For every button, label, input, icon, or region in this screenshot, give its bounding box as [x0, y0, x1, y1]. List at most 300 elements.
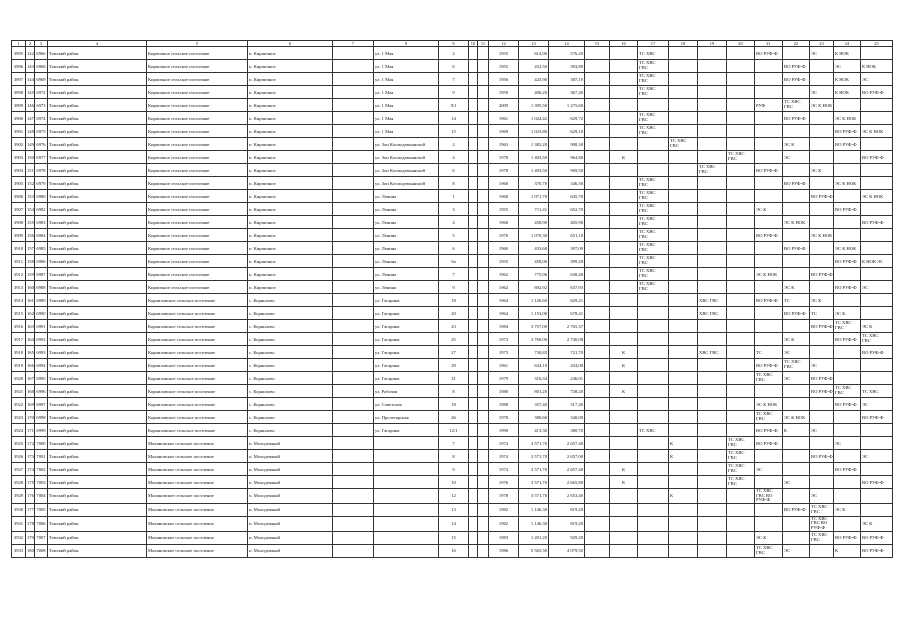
table-cell: Томский район: [48, 411, 147, 424]
table-cell: [374, 544, 439, 557]
table-cell: [638, 476, 669, 489]
table-cell: ВО РУФ-Ф: [810, 268, 834, 281]
table-cell: [698, 463, 727, 476]
table-cell: [333, 138, 374, 151]
table-cell: [810, 463, 834, 476]
table-cell: [698, 177, 727, 190]
table-cell: [469, 476, 478, 489]
table-cell: [669, 346, 698, 359]
table-cell: 393,80: [549, 60, 585, 73]
column-number: 15: [585, 41, 610, 47]
table-cell: [585, 424, 610, 437]
table-cell: ТС ХВС ГВС: [638, 216, 669, 229]
table-cell: ЭС К: [810, 294, 834, 307]
table-cell: [727, 424, 755, 437]
table-cell: 175: [26, 476, 35, 489]
table-cell: 3: [439, 203, 469, 216]
table-cell: 405,90: [549, 216, 585, 229]
table-cell: ВО РУФ-Ф: [755, 424, 783, 437]
table-cell: 1990: [489, 424, 519, 437]
table-cell: 2 653,40: [549, 489, 585, 504]
table-cell: 1 146,30: [519, 503, 549, 516]
table-cell: 1961: [489, 359, 519, 372]
table-cell: 6998: [35, 411, 48, 424]
table-cell: [478, 346, 489, 359]
table-cell: 18: [439, 398, 469, 411]
table-cell: [585, 385, 610, 398]
table-cell: 146: [26, 99, 35, 112]
table-cell: Томский район: [48, 503, 147, 516]
table-cell: ВО РУФ-Ф: [810, 320, 834, 333]
table-cell: Кирпичное сельское поселение: [147, 125, 248, 138]
table-cell: 9: [439, 463, 469, 476]
table-cell: 164: [26, 333, 35, 346]
table-cell: 316,34: [519, 372, 549, 385]
table-cell: [585, 99, 610, 112]
table-cell: ВО РУФ-Ф: [783, 177, 810, 190]
table-cell: [638, 333, 669, 346]
table-cell: [698, 138, 727, 151]
table-cell: 14: [439, 516, 469, 531]
table-cell: 1 146,30: [519, 516, 549, 531]
table-cell: 6973: [35, 99, 48, 112]
column-number: 3: [35, 41, 48, 47]
table-cell: Томский район: [48, 86, 147, 99]
table-cell: 1976: [489, 476, 519, 489]
table-cell: 3 571,70: [519, 463, 549, 476]
table-cell: К НОК ЭС: [861, 255, 893, 268]
table-cell: [469, 73, 478, 86]
table-cell: 1964: [489, 307, 519, 320]
table-cell: [610, 255, 638, 268]
table-cell: п. Молодежный: [248, 476, 333, 489]
table-row: [12, 398, 893, 411]
table-cell: 3910: [12, 242, 26, 255]
table-cell: 3899: [12, 99, 26, 112]
table-cell: [638, 489, 669, 504]
table-cell: ул. Ленина: [374, 268, 439, 281]
table-cell: 576,20: [549, 47, 585, 60]
table-cell: ЭС К НОК: [755, 268, 783, 281]
table-cell: 162: [26, 307, 35, 320]
table-cell: п. Кирпичное: [248, 164, 333, 177]
table-cell: [755, 307, 783, 320]
table-cell: [669, 268, 698, 281]
table-cell: [469, 411, 478, 424]
table-cell: ВО РУФ-Ф: [861, 216, 893, 229]
table-cell: ЭС К НОК: [834, 177, 861, 190]
table-cell: [585, 138, 610, 151]
table-cell: [810, 242, 834, 255]
table-cell: [478, 359, 489, 372]
table-cell: [333, 503, 374, 516]
table-row: [12, 112, 893, 125]
table-cell: [783, 47, 810, 60]
table-cell: 7003: [35, 476, 48, 489]
table-cell: ВО РУФ-Ф: [783, 73, 810, 86]
table-cell: ул. Зои Космодемьянской: [374, 177, 439, 190]
table-cell: [727, 177, 755, 190]
table-cell: 163: [26, 320, 35, 333]
table-cell: [861, 203, 893, 216]
table-cell: ТС ХВС ГВС: [669, 138, 698, 151]
table-cell: 174: [26, 463, 35, 476]
table-cell: [638, 307, 669, 320]
table-cell: [783, 86, 810, 99]
table-cell: 1973: [489, 333, 519, 346]
table-cell: 3909: [12, 229, 26, 242]
table-cell: ТС ХВС ГВС: [727, 476, 755, 489]
table-cell: 3917: [12, 333, 26, 346]
table-cell: 1963: [489, 138, 519, 151]
table-cell: Томский район: [48, 138, 147, 151]
table-cell: 399,28: [549, 255, 585, 268]
table-cell: [810, 60, 834, 73]
table-cell: [478, 60, 489, 73]
table-cell: [727, 320, 755, 333]
table-cell: ул. Рабочая: [374, 385, 439, 398]
table-row: [12, 164, 893, 177]
table-cell: с. Корнилово: [248, 411, 333, 424]
table-cell: ВО РУФ-Ф: [755, 47, 783, 60]
table-cell: 8: [439, 177, 469, 190]
table-cell: [374, 450, 439, 463]
table-cell: 6972: [35, 86, 48, 99]
table-cell: Томский район: [48, 489, 147, 504]
table-cell: [478, 151, 489, 164]
table-cell: [755, 112, 783, 125]
table-cell: 458,90: [519, 216, 549, 229]
table-cell: [861, 489, 893, 504]
table-cell: [478, 190, 489, 203]
table-cell: [585, 516, 610, 531]
table-cell: 6996: [35, 385, 48, 398]
table-cell: [333, 424, 374, 437]
table-cell: 1964: [489, 294, 519, 307]
table-cell: ВО РУФ-Ф: [810, 190, 834, 203]
table-cell: 7006: [35, 516, 48, 531]
table-cell: с. Корнилово: [248, 398, 333, 411]
table-cell: 15: [439, 531, 469, 544]
table-cell: [727, 544, 755, 557]
table-cell: [585, 164, 610, 177]
table-cell: 1960: [489, 177, 519, 190]
table-cell: 177: [26, 503, 35, 516]
table-cell: [727, 216, 755, 229]
table-cell: п. Кирпичное: [248, 281, 333, 294]
table-cell: 7004: [35, 489, 48, 504]
table-cell: 1955: [489, 255, 519, 268]
table-cell: ЭС К: [755, 531, 783, 544]
table-cell: 10: [439, 476, 469, 489]
table-cell: [727, 398, 755, 411]
table-cell: [834, 516, 861, 531]
table-cell: [638, 463, 669, 476]
table-cell: ВО РУФ-Ф: [755, 359, 783, 372]
table-row: [12, 281, 893, 294]
table-cell: п. Кирпичное: [248, 203, 333, 216]
table-cell: [810, 73, 834, 86]
table-row: [12, 125, 893, 138]
table-cell: 730,83: [519, 346, 549, 359]
table-cell: 6997: [35, 398, 48, 411]
table-cell: 6: [439, 60, 469, 73]
table-cell: 6983: [35, 216, 48, 229]
table-cell: 458,00: [519, 255, 549, 268]
table-cell: [478, 112, 489, 125]
table-cell: [333, 190, 374, 203]
table-cell: [638, 294, 669, 307]
table-cell: [755, 190, 783, 203]
table-cell: [698, 333, 727, 346]
table-cell: ТС ХВС ГВС: [861, 333, 893, 346]
table-cell: [610, 544, 638, 557]
table-cell: п. Молодежный: [248, 531, 333, 544]
table-cell: Малиновское сельское поселение: [147, 463, 248, 476]
table-cell: ул. Пролетарская: [374, 411, 439, 424]
table-cell: [610, 242, 638, 255]
table-cell: ТС ХВС ГВС: [638, 203, 669, 216]
table-cell: [783, 385, 810, 398]
table-cell: ВО РУФ-Ф: [861, 411, 893, 424]
table-cell: [638, 411, 669, 424]
table-cell: 1978: [489, 411, 519, 424]
table-cell: Томский район: [48, 307, 147, 320]
table-cell: [374, 437, 439, 450]
table-cell: 9: [439, 86, 469, 99]
table-cell: [861, 424, 893, 437]
table-cell: ВО РУФ-Ф: [834, 333, 861, 346]
table-cell: 6989: [35, 294, 48, 307]
table-cell: [469, 138, 478, 151]
table-cell: п. Молодежный: [248, 463, 333, 476]
table-cell: [698, 86, 727, 99]
table-cell: 801,20: [519, 385, 549, 398]
table-cell: [669, 203, 698, 216]
table-cell: ул. 1 Мая: [374, 125, 439, 138]
table-cell: 6978: [35, 164, 48, 177]
table-cell: ТС ХВС ГВС: [810, 531, 834, 544]
table-cell: [755, 281, 783, 294]
table-cell: 9/1: [439, 99, 469, 112]
table-cell: [469, 424, 478, 437]
table-cell: с. Корнилово: [248, 333, 333, 346]
table-cell: [783, 516, 810, 531]
table-cell: 5: [439, 229, 469, 242]
table-cell: Корниловское сельское поселение: [147, 385, 248, 398]
table-cell: 2 740,08: [549, 333, 585, 346]
table-cell: Томский район: [48, 398, 147, 411]
table-cell: [610, 203, 638, 216]
table-cell: ул. 1 Мая: [374, 99, 439, 112]
table-cell: Томский район: [48, 346, 147, 359]
table-cell: ТС ХВС ГВС ВО РУФ-Ф: [755, 489, 783, 504]
table-cell: ЭС К НОК: [810, 99, 834, 112]
table-cell: ТС ХВС: [638, 47, 669, 60]
table-cell: [669, 411, 698, 424]
table-cell: [610, 516, 638, 531]
table-cell: 6979: [35, 177, 48, 190]
table-cell: ТС ХВС ГВС ВО РУФ-Ф: [810, 516, 834, 531]
table-cell: 6999: [35, 424, 48, 437]
table-cell: 1974: [489, 463, 519, 476]
table-cell: ЭС: [755, 463, 783, 476]
table-cell: [610, 99, 638, 112]
table-cell: [669, 86, 698, 99]
table-cell: [698, 229, 727, 242]
table-cell: [698, 216, 727, 229]
table-cell: 3897: [12, 73, 26, 86]
table-cell: [478, 216, 489, 229]
table-cell: [478, 531, 489, 544]
table-cell: ТС ХВС ГВС: [698, 164, 727, 177]
table-cell: п. Кирпичное: [248, 151, 333, 164]
table-cell: 1 024,42: [519, 112, 549, 125]
table-cell: 171: [26, 424, 35, 437]
table-cell: ВО РУФ-Ф: [834, 203, 861, 216]
table-cell: [610, 372, 638, 385]
table-cell: п. Кирпичное: [248, 86, 333, 99]
table-cell: [698, 398, 727, 411]
column-number: 18: [669, 41, 698, 47]
table-cell: [469, 503, 478, 516]
table-cell: 1978: [489, 164, 519, 177]
table-cell: 16: [439, 544, 469, 557]
table-cell: 173: [26, 450, 35, 463]
table-cell: ул. Гагарина: [374, 424, 439, 437]
table-cell: [585, 476, 610, 489]
table-cell: 6966: [35, 47, 48, 60]
column-number: 2: [26, 41, 35, 47]
table-cell: 3924: [12, 424, 26, 437]
column-number: 10: [469, 41, 478, 47]
table-cell: [698, 60, 727, 73]
table-cell: [669, 398, 698, 411]
table-cell: ул. Советская: [374, 398, 439, 411]
table-cell: 1 023,80: [519, 125, 549, 138]
table-cell: 6975: [35, 125, 48, 138]
table-cell: [755, 385, 783, 398]
table-cell: [333, 47, 374, 60]
table-cell: ТС ХВС ГВС: [638, 86, 669, 99]
table-cell: [669, 424, 698, 437]
table-cell: 964,80: [549, 151, 585, 164]
table-cell: [669, 177, 698, 190]
table-cell: [669, 516, 698, 531]
table-cell: ЭС К НОК: [861, 190, 893, 203]
table-cell: [333, 385, 374, 398]
table-cell: 3911: [12, 255, 26, 268]
table-cell: п. Кирпичное: [248, 216, 333, 229]
table-cell: 6984: [35, 229, 48, 242]
table-cell: [585, 463, 610, 476]
table-row: [12, 86, 893, 99]
table-cell: 6976: [35, 138, 48, 151]
table-cell: 1983: [489, 531, 519, 544]
column-number: 20: [727, 41, 755, 47]
table-cell: [698, 190, 727, 203]
table-cell: 7000: [35, 437, 48, 450]
table-cell: Малиновское сельское поселение: [147, 516, 248, 531]
table-cell: 3 571,70: [519, 489, 549, 504]
table-cell: [610, 268, 638, 281]
table-cell: [478, 516, 489, 531]
table-cell: Корниловское сельское поселение: [147, 333, 248, 346]
table-cell: [727, 333, 755, 346]
table-cell: К НОК: [834, 86, 861, 99]
table-cell: Томский район: [48, 516, 147, 531]
table-cell: 908,30: [549, 138, 585, 151]
table-cell: [374, 476, 439, 489]
table-cell: [478, 164, 489, 177]
table-cell: [469, 463, 478, 476]
column-number: 9: [439, 41, 469, 47]
table-cell: ЭС: [783, 476, 810, 489]
table-row: [12, 503, 893, 516]
table-cell: Томский район: [48, 531, 147, 544]
column-number: 21: [755, 41, 783, 47]
table-cell: ТС ХВС ГВС: [638, 60, 669, 73]
table-cell: [810, 255, 834, 268]
table-cell: [669, 125, 698, 138]
table-cell: [478, 268, 489, 281]
table-cell: [834, 372, 861, 385]
table-cell: с. Корнилово: [248, 320, 333, 333]
table-cell: [585, 151, 610, 164]
table-cell: [755, 86, 783, 99]
table-cell: Кирпичное сельское поселение: [147, 216, 248, 229]
table-cell: 1960: [489, 242, 519, 255]
table-cell: п. Молодежный: [248, 544, 333, 557]
table-cell: 3912: [12, 268, 26, 281]
table-cell: [333, 203, 374, 216]
table-cell: 380,60: [519, 411, 549, 424]
table-cell: [861, 99, 893, 112]
table-cell: [610, 138, 638, 151]
table-cell: 397,09: [549, 242, 585, 255]
table-cell: [585, 450, 610, 463]
table-cell: [810, 112, 834, 125]
table-cell: [834, 229, 861, 242]
table-cell: ЭС К: [834, 503, 861, 516]
table-cell: 20: [439, 307, 469, 320]
table-cell: 8: [439, 450, 469, 463]
table-cell: [727, 372, 755, 385]
table-cell: 3 760,00: [519, 333, 549, 346]
table-cell: [783, 489, 810, 504]
table-cell: [585, 307, 610, 320]
table-cell: [783, 437, 810, 450]
table-cell: Корниловское сельское поселение: [147, 372, 248, 385]
table-cell: [333, 99, 374, 112]
table-cell: ул. Гагарина: [374, 294, 439, 307]
table-cell: ЭС: [810, 47, 834, 60]
table-cell: 7007: [35, 531, 48, 544]
table-cell: Кирпичное сельское поселение: [147, 112, 248, 125]
table-cell: ЭС К: [783, 333, 810, 346]
table-cell: [727, 164, 755, 177]
table-cell: [469, 203, 478, 216]
table-cell: К НОК: [834, 73, 861, 86]
table-cell: [478, 177, 489, 190]
table-cell: [478, 437, 489, 450]
table-cell: [755, 516, 783, 531]
table-cell: ВО РУФ-Ф: [834, 531, 861, 544]
table-cell: [810, 437, 834, 450]
table-cell: 31: [439, 372, 469, 385]
table-cell: 7: [439, 437, 469, 450]
table-cell: К: [669, 450, 698, 463]
